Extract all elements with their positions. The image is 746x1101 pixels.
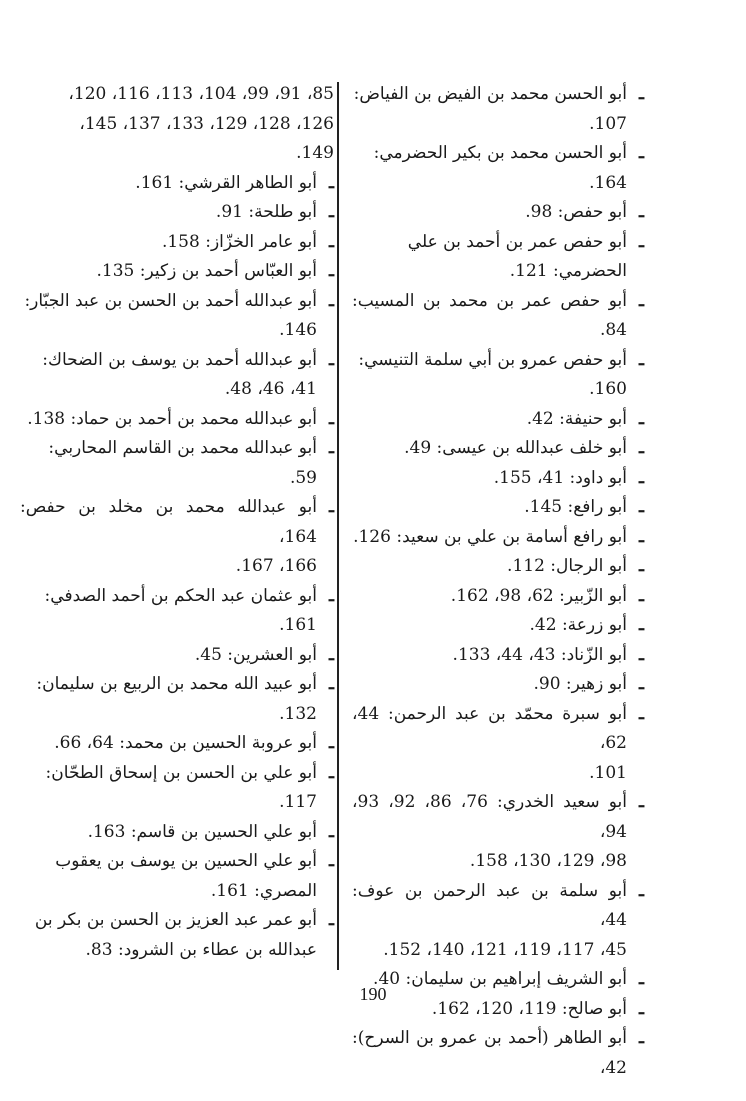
index-entry — [352, 198, 644, 228]
entry-dash: ـ — [639, 792, 644, 812]
entry-dash: ـ — [639, 526, 644, 547]
index-entry — [352, 877, 644, 966]
entry-dash: ـ — [639, 615, 644, 635]
index-entry — [20, 198, 334, 228]
entry-text: أبو العبّاس أحمد بن زكير: 135. — [96, 261, 317, 281]
entry-text: أبو حفص عمرو بن أبي سلمة التنيسي: 160. — [358, 349, 627, 399]
entry-dash: ـ — [329, 261, 334, 281]
entry-text: أبو العشرين: 45. — [194, 644, 317, 665]
index-entry — [20, 493, 334, 582]
entry-text: أبو حفص عمر بن محمد بن المسيب: 84. — [352, 290, 627, 340]
entry-text: أبو عبدالله محمد بن مخلد بن حفص: 164، 166، 167. — [20, 497, 317, 576]
entry-text: أبو الزّناد: 43، 44، 133. — [452, 644, 627, 665]
entry-dash: ـ — [639, 497, 644, 517]
entry-dash: ـ — [639, 84, 644, 104]
entry-text: أبو سعيد الخدري: 76، 86، 92، 93، 94، 98، 129، 130، 158. — [352, 792, 628, 871]
entry-dash: ـ — [639, 467, 644, 488]
index-entry — [20, 346, 334, 405]
entry-text: أبو صالح: 119، 120، 162. — [431, 998, 627, 1019]
index-entry — [352, 670, 644, 700]
entry-dash: ـ — [329, 202, 334, 222]
index-entry — [20, 257, 334, 287]
entry-dash: ـ — [639, 408, 644, 429]
entry-text: أبو خلف عبدالله بن عيسى: 49. — [404, 438, 627, 458]
entry-text: أبو زرعة: 42. — [529, 615, 627, 635]
entry-dash: ـ — [329, 733, 334, 753]
entry-text: أبو الحسن محمد بن بكير الحضرمي: 164. — [373, 143, 627, 193]
entry-text: أبو داود: 41، 155. — [493, 467, 627, 488]
entry-dash: ـ — [329, 497, 334, 517]
entry-dash: ـ — [329, 762, 334, 783]
index-entry — [352, 523, 644, 553]
entry-text: أبو عامر الخزّاز: 158. — [161, 231, 317, 252]
entry-text: أبو الرجال: 112. — [507, 556, 627, 576]
entry-dash: ـ — [639, 1028, 644, 1048]
index-entry — [20, 818, 334, 848]
entry-dash: ـ — [639, 998, 644, 1019]
entry-dash: ـ — [329, 585, 334, 606]
entry-dash: ـ — [639, 231, 644, 252]
index-entry — [352, 346, 644, 405]
index-entry — [20, 906, 334, 965]
index-entry — [352, 434, 644, 464]
entry-dash: ـ — [639, 644, 644, 665]
entry-text: أبو رافع: 145. — [524, 497, 627, 517]
entry-text: أبو حفص عمر بن أحمد بن علي الحضرمي: 121. — [407, 231, 627, 281]
left-column — [20, 80, 334, 965]
entry-dash: ـ — [329, 408, 334, 429]
entry-dash: ـ — [639, 349, 644, 370]
index-entry — [352, 80, 644, 139]
entry-dash: ـ — [639, 674, 644, 694]
entry-dash: ـ — [639, 143, 644, 163]
entry-dash: ـ — [639, 202, 644, 222]
index-entry — [352, 582, 644, 612]
entry-text: أبو سلمة بن عبد الرحمن بن عوف: 44، 45، 117، 119، 121، 140، 152. — [352, 880, 627, 960]
index-entry — [20, 670, 334, 729]
index-entry — [20, 287, 334, 346]
entry-text: أبو عروبة الحسين بن محمد: 64، 66. — [54, 733, 317, 753]
entry-text: أبو عبدالله أحمد بن يوسف بن الضحاك: 41، 46، 48. — [42, 349, 317, 399]
entry-text: أبو عبدالله أحمد بن الحسن بن عبد الجبّار: 146. — [24, 290, 317, 340]
index-entry — [20, 405, 334, 435]
entry-dash: ـ — [639, 438, 644, 458]
entry-dash: ـ — [329, 349, 334, 370]
entry-dash: ـ — [329, 910, 334, 930]
index-entry — [352, 405, 644, 435]
index-entry — [352, 788, 644, 877]
index-entry — [352, 493, 644, 523]
index-entry — [20, 434, 334, 493]
entry-text: أبو زهير: 90. — [533, 674, 627, 694]
entry-text: أبو الحسن محمد بن الفيض بن الفياض: 107. — [353, 84, 627, 134]
index-entry — [20, 169, 334, 199]
index-entry — [20, 729, 334, 759]
entry-dash: ـ — [329, 674, 334, 694]
entry-dash: ـ — [639, 290, 644, 311]
index-entry — [352, 1024, 644, 1083]
index-entry — [352, 464, 644, 494]
entry-dash: ـ — [639, 585, 644, 606]
entry-text: أبو علي بن الحسن بن إسحاق الطحّان: 117. — [45, 762, 317, 812]
index-entry — [352, 287, 644, 346]
entry-dash: ـ — [329, 851, 334, 871]
entry-text: أبو طلحة: 91. — [215, 202, 317, 222]
entry-text: أبو الطاهر (أحمد بن عمرو بن السرح): 42، — [352, 1028, 627, 1078]
entry-text: أبو علي الحسين بن قاسم: 163. — [87, 821, 317, 842]
index-entry — [352, 611, 644, 641]
entry-text: أبو الشريف إبراهيم بن سليمان: 40. — [373, 969, 627, 989]
entry-text: أبو عبدالله محمد بن القاسم المحاربي: 59. — [48, 438, 317, 488]
entry-text: أبو الزّبير: 62، 98، 162. — [450, 585, 627, 606]
entry-text: أبو عبدالله محمد بن أحمد بن حماد: 138. — [27, 408, 317, 429]
entry-text: أبو عبيد الله محمد بن الربيع بن سليمان: 132. — [36, 674, 317, 724]
entry-dash: ـ — [329, 644, 334, 665]
index-entry — [352, 552, 644, 582]
entry-dash: ـ — [639, 969, 644, 989]
entry-dash: ـ — [639, 880, 644, 901]
entry-text: أبو سبرة محمّد بن عبد الرحمن: 44، 62، 101. — [352, 703, 627, 783]
index-entry — [352, 700, 644, 789]
column-divider — [337, 82, 339, 970]
entry-text: أبو رافع أسامة بن علي بن سعيد: 126. — [353, 526, 627, 547]
entry-dash: ـ — [329, 172, 334, 193]
index-entry — [20, 759, 334, 818]
entry-text: أبو حنيفة: 42. — [526, 408, 627, 429]
right-column — [352, 80, 644, 1083]
index-entry — [352, 139, 644, 198]
entry-dash: ـ — [329, 290, 334, 311]
index-entry — [352, 228, 644, 287]
page-number: 190 — [359, 984, 387, 1004]
entry-text: أبو حفص: 98. — [525, 202, 627, 222]
entry-text: أبو علي الحسين بن يوسف بن يعقوب المصري: 161. — [55, 851, 317, 901]
entry-text: أبو عمر عبد العزيز بن الحسن بن بكر بن عبدالله بن عطاء بن الشرود: 83. — [34, 910, 317, 960]
index-entry — [20, 847, 334, 906]
entry-dash: ـ — [329, 231, 334, 252]
entry-dash: ـ — [329, 821, 334, 842]
index-entry — [352, 641, 644, 671]
index-entry — [20, 641, 334, 671]
index-entry — [20, 228, 334, 258]
entry-dash: ـ — [329, 438, 334, 458]
index-entry — [20, 80, 334, 169]
entry-text: أبو عثمان عبد الحكم بن أحمد الصدفي: 161. — [44, 585, 317, 635]
entry-dash: ـ — [639, 556, 644, 576]
index-entry — [20, 582, 334, 641]
entry-text: أبو الطاهر القرشي: 161. — [135, 172, 317, 193]
entry-text: 85، 91، 99، 104، 113، 116، 120، 126، 128، 129، 133، 137، 145، 149. — [68, 84, 334, 163]
entry-dash: ـ — [639, 703, 644, 724]
